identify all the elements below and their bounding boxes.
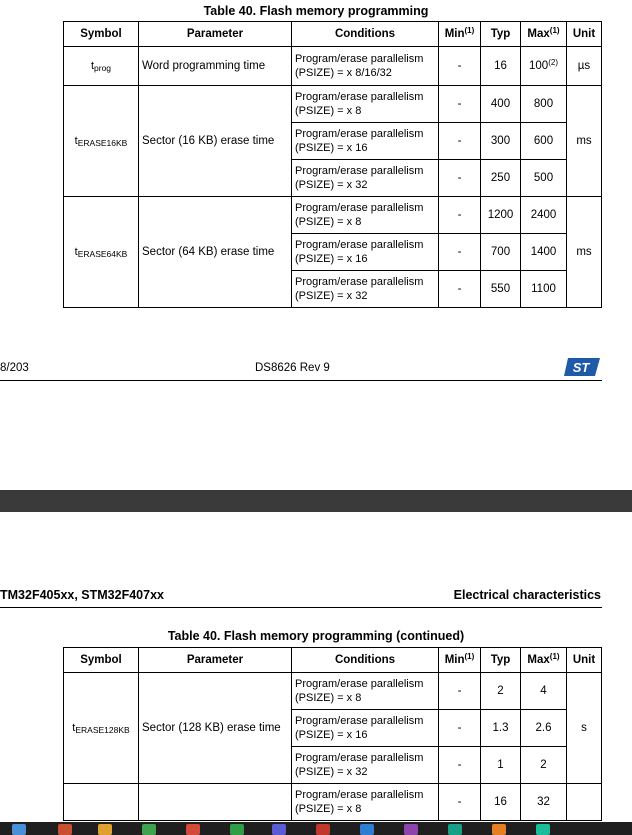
- min-cell: -: [439, 234, 481, 271]
- max-cell: 600: [521, 123, 567, 160]
- parameter-cell: Word programming time: [139, 47, 292, 86]
- header-min: Min$^{(1)}$: [439, 648, 481, 673]
- flash-programming-table: [63, 21, 602, 308]
- typ-cell: 700: [481, 234, 521, 271]
- max-cell: 100$^{(2)}$: [521, 47, 567, 86]
- min-cell: -: [439, 673, 481, 710]
- symbol-cell: [64, 784, 139, 821]
- table-row: [64, 197, 602, 234]
- running-header-left: TM32F405xx, STM32F407xx: [0, 588, 164, 602]
- max-cell: 1400: [521, 234, 567, 271]
- conditions-cell: Program/erase parallelism (PSIZE) = x 8: [292, 784, 439, 821]
- min-cell: -: [439, 47, 481, 86]
- header-symbol: Symbol: [64, 22, 139, 47]
- typ-cell: 2: [481, 673, 521, 710]
- max-cell: 2400: [521, 197, 567, 234]
- taskbar-app-icon[interactable]: [230, 824, 244, 835]
- header-symbol: Symbol: [64, 648, 139, 673]
- table-row: [64, 86, 602, 123]
- min-cell: -: [439, 86, 481, 123]
- taskbar-app-icon[interactable]: [186, 824, 200, 835]
- max-cell: 800: [521, 86, 567, 123]
- svg-text:ST: ST: [572, 360, 590, 375]
- conditions-cell: Program/erase parallelism (PSIZE) = x 16: [292, 710, 439, 747]
- taskbar-app-icon[interactable]: [142, 824, 156, 835]
- taskbar-app-icon[interactable]: [12, 824, 26, 835]
- table-header-row: [64, 648, 602, 673]
- min-cell: -: [439, 160, 481, 197]
- typ-cell: 16: [481, 47, 521, 86]
- taskbar-app-icon[interactable]: [492, 824, 506, 835]
- unit-cell: µs: [567, 47, 602, 86]
- typ-cell: 400: [481, 86, 521, 123]
- parameter-cell: Sector (128 KB) erase time: [139, 673, 292, 784]
- header-min: Min$^{(1)}$: [439, 22, 481, 47]
- header-unit: Unit: [567, 22, 602, 47]
- parameter-cell: Sector (64 KB) erase time: [139, 197, 292, 308]
- unit-cell: ms: [567, 86, 602, 197]
- min-cell: -: [439, 710, 481, 747]
- max-cell: 2: [521, 747, 567, 784]
- min-cell: -: [439, 747, 481, 784]
- taskbar-app-icon[interactable]: [448, 824, 462, 835]
- page-separator: [0, 490, 632, 512]
- conditions-cell: Program/erase parallelism (PSIZE) = x 8: [292, 86, 439, 123]
- symbol-cell: $t_{prog}$: [64, 47, 139, 86]
- header-rule: [0, 607, 602, 608]
- table-title-continued: Table 40. Flash memory programming (continued): [167, 629, 465, 643]
- parameter-cell: Sector (16 KB) erase time: [139, 86, 292, 197]
- header-typ: Typ: [481, 648, 521, 673]
- table-row: [64, 47, 602, 86]
- conditions-cell: Program/erase parallelism (PSIZE) = x 32: [292, 271, 439, 308]
- conditions-cell: Program/erase parallelism (PSIZE) = x 8: [292, 673, 439, 710]
- typ-cell: 550: [481, 271, 521, 308]
- taskbar-app-icon[interactable]: [316, 824, 330, 835]
- conditions-cell: Program/erase parallelism (PSIZE) = x 8/16/32: [292, 47, 439, 86]
- conditions-cell: Program/erase parallelism (PSIZE) = x 16: [292, 234, 439, 271]
- typ-cell: 250: [481, 160, 521, 197]
- header-typ: Typ: [481, 22, 521, 47]
- page-number: 8/203: [0, 362, 29, 374]
- max-cell: 4: [521, 673, 567, 710]
- conditions-cell: Program/erase parallelism (PSIZE) = x 32: [292, 747, 439, 784]
- table-title: Table 40. Flash memory programming: [203, 4, 429, 18]
- taskbar-app-icon[interactable]: [272, 824, 286, 835]
- min-cell: -: [439, 197, 481, 234]
- table-header-row: [64, 22, 602, 47]
- header-unit: Unit: [567, 648, 602, 673]
- symbol-cell: $t_{ERASE16KB}$: [64, 86, 139, 197]
- header-conditions: Conditions: [292, 22, 439, 47]
- taskbar: [0, 822, 632, 835]
- typ-cell: 300: [481, 123, 521, 160]
- min-cell: -: [439, 784, 481, 821]
- symbol-cell: $t_{ERASE128KB}$: [64, 673, 139, 784]
- taskbar-app-icon[interactable]: [360, 824, 374, 835]
- header-max: Max$^{(1)}$: [521, 22, 567, 47]
- typ-cell: 1: [481, 747, 521, 784]
- conditions-cell: Program/erase parallelism (PSIZE) = x 8: [292, 197, 439, 234]
- typ-cell: 1.3: [481, 710, 521, 747]
- symbol-cell: $t_{ERASE64KB}$: [64, 197, 139, 308]
- header-conditions: Conditions: [292, 648, 439, 673]
- table-row: [64, 673, 602, 710]
- flash-programming-table-continued: [63, 647, 602, 821]
- typ-cell: 16: [481, 784, 521, 821]
- unit-cell: [567, 784, 602, 821]
- taskbar-app-icon[interactable]: [58, 824, 72, 835]
- st-logo-icon: [562, 356, 602, 378]
- taskbar-app-icon[interactable]: [98, 824, 112, 835]
- parameter-cell: [139, 784, 292, 821]
- taskbar-app-icon[interactable]: [404, 824, 418, 835]
- conditions-cell: Program/erase parallelism (PSIZE) = x 32: [292, 160, 439, 197]
- max-cell: 1100: [521, 271, 567, 308]
- document-revision: DS8626 Rev 9: [255, 362, 330, 374]
- header-parameter: Parameter: [139, 22, 292, 47]
- header-parameter: Parameter: [139, 648, 292, 673]
- typ-cell: 1200: [481, 197, 521, 234]
- max-cell: 500: [521, 160, 567, 197]
- table-row: [64, 784, 602, 821]
- min-cell: -: [439, 123, 481, 160]
- conditions-cell: Program/erase parallelism (PSIZE) = x 16: [292, 123, 439, 160]
- running-header-right: Electrical characteristics: [453, 588, 601, 602]
- unit-cell: ms: [567, 197, 602, 308]
- footer-rule: [0, 380, 602, 381]
- taskbar-app-icon[interactable]: [536, 824, 550, 835]
- header-max: Max$^{(1)}$: [521, 648, 567, 673]
- unit-cell: s: [567, 673, 602, 784]
- max-cell: 32: [521, 784, 567, 821]
- max-cell: 2.6: [521, 710, 567, 747]
- min-cell: -: [439, 271, 481, 308]
